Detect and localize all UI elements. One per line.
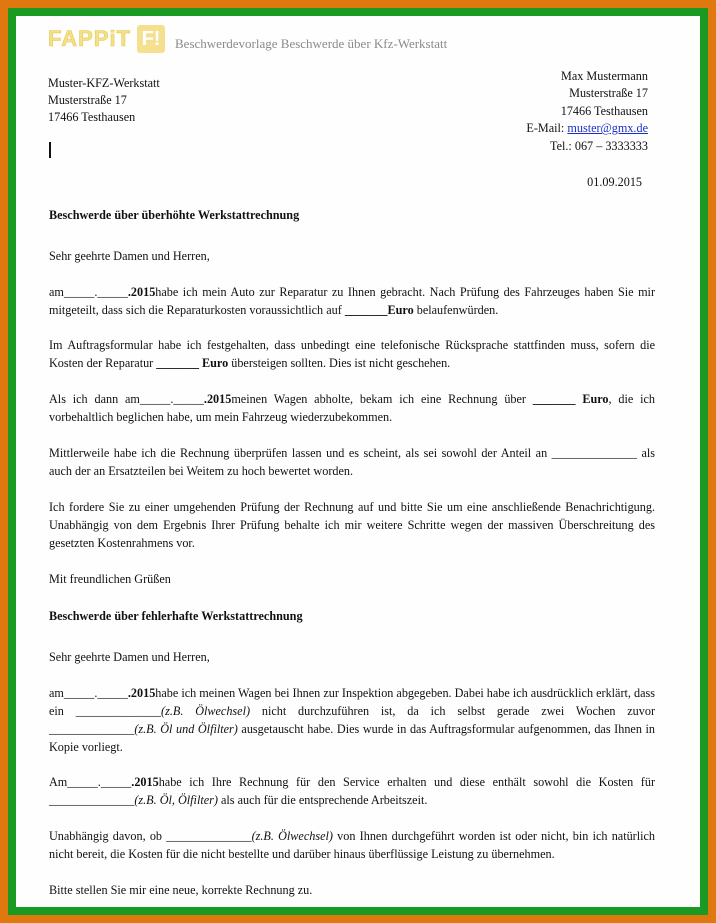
logo bbox=[48, 25, 165, 53]
subject-1: Beschwerde über überhöhte Werkstattrechnung bbox=[49, 208, 300, 222]
email-link[interactable]: muster@gmx.de bbox=[567, 121, 648, 136]
logo-text: FAPPiT bbox=[48, 26, 132, 51]
document-page bbox=[16, 16, 700, 907]
subject-2: Beschwerde über fehlerhafte Werkstattrechnung bbox=[49, 609, 303, 623]
sender-address bbox=[48, 75, 160, 126]
letter-date: 01.09.2015 bbox=[587, 175, 642, 189]
own-phone: Tel.: 067 – 3333333 bbox=[550, 138, 648, 153]
paragraph-1-3: Als ich dann am_____._____.2015meinen Wagen abholte, bekam ich eine Rechnung über _______ Euro, die ich vorbehaltlich beglichen habe, um mein Fahrzeug wiederzubekommen. bbox=[49, 392, 656, 424]
sender-street: Musterstraße 17 bbox=[48, 93, 127, 107]
paragraph-2-3: Unabhängig davon, ob ______________(z.B. Ölwechsel) von Ihnen durchgeführt worden ist oder nicht, bin ich natürlich nicht bereit, die Kosten für die nicht bestellte und darüber hinaus überflüssige Leistung zu übernehmen. bbox=[49, 829, 656, 861]
sender-name: Muster-KFZ-Werkstatt bbox=[48, 76, 160, 90]
sender-city: 17466 Testhausen bbox=[48, 110, 136, 124]
paragraph-1-4: Mittlerweile habe ich die Rechnung überprüfen lassen und es scheint, als sei sowohl der Anteil an ______________ als auch der an Ersatzteilen bei Weitem zu hoch bewertet worden. bbox=[49, 446, 655, 478]
text-cursor bbox=[49, 142, 51, 158]
paragraph-2-2: Am_____._____.2015habe ich Ihre Rechnung für den Service erhalten und diese enthält sowohl die Kosten für ______________(z.B. Öl, Ölfilter) als auch für die entsprechende Arbeitszeit. bbox=[49, 775, 655, 807]
paragraph-1-2: Im Auftragsformular habe ich festgehalten, dass unbedingt eine telefonische Rücksprache stattfinden muss, sofern die Kosten der Reparatur _______ Euro übersteigen sollten. Dies ist nicht geschehen. bbox=[49, 338, 655, 370]
greeting-2: Sehr geehrte Damen und Herren, bbox=[49, 650, 210, 664]
paragraph-2-4: Bitte stellen Sie mir eine neue, korrekte Rechnung zu. bbox=[49, 883, 313, 897]
document-title: Beschwerdevorlage Beschwerde über Kfz-Werkstatt bbox=[175, 36, 448, 51]
email-label: E-Mail: bbox=[526, 121, 568, 136]
paragraph-2-1: am_____._____.2015habe ich meinen Wagen bei Ihnen zur Inspektion abgegeben. Dabei habe ich ausdrücklich erklärt, dass ein ______________(z.B. Ölwechsel) nicht durchzuführen ist, da ich selbst gerade zwei Wochen zuvor ______________(z.B. Öl und Ölfilter) ausgetauscht habe. Dies wurde in das Auftragsformular aufgenommen, das Ihnen in Kopie vorliegt. bbox=[49, 686, 656, 754]
closing-1: Mit freundlichen Grüßen bbox=[49, 572, 171, 586]
header bbox=[48, 22, 447, 56]
own-address bbox=[526, 68, 648, 155]
own-street: Musterstraße 17 bbox=[569, 86, 648, 101]
logo-box: F! bbox=[137, 25, 165, 53]
own-name: Max Mustermann bbox=[561, 69, 648, 83]
own-email bbox=[526, 120, 648, 137]
paragraph-1-1: am_____._____.2015habe ich mein Auto zur Reparatur zu Ihnen gebracht. Nach Prüfung des Fahrzeuges haben Sie mir mitgeteilt, dass sich die Reparaturkosten voraussichtlich auf _______Euro belaufenwürden. bbox=[49, 285, 655, 317]
greeting-1: Sehr geehrte Damen und Herren, bbox=[49, 249, 210, 263]
paragraph-1-5: Ich fordere Sie zu einer umgehenden Prüfung der Rechnung auf und bitte Sie um eine anschließende Benachrichtigung. Unabhängig von dem Ergebnis Ihrer Prüfung behalte ich mir weitere Schritte wegen der massiven Überschreitung des gesetzten Kostenrahmens vor. bbox=[49, 500, 655, 550]
own-city: 17466 Testhausen bbox=[560, 103, 648, 118]
